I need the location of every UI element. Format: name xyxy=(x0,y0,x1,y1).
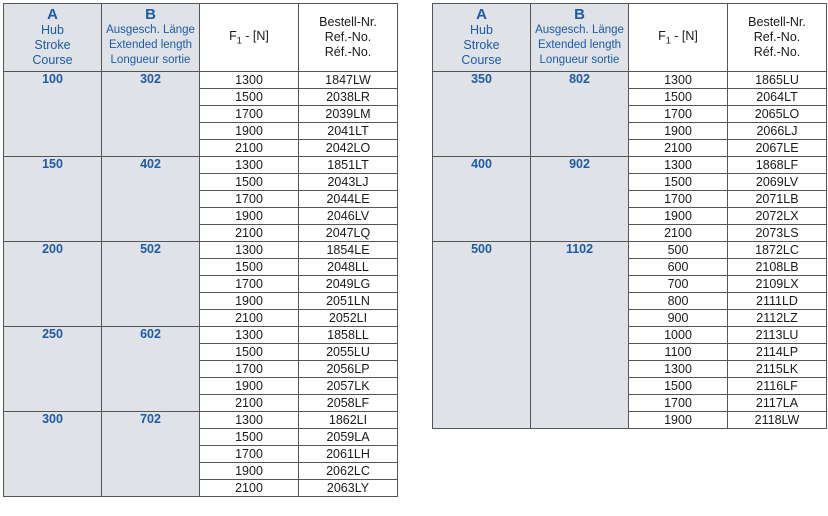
table-row xyxy=(433,72,827,89)
force-value: 1300 xyxy=(200,72,299,89)
stroke-label-en: Stroke xyxy=(34,38,71,52)
force-value: 1700 xyxy=(200,106,299,123)
ref-number: 2046LV xyxy=(299,208,398,225)
extended-label-en: Extended length xyxy=(108,39,193,51)
extended-label-en: Extended length xyxy=(537,39,622,51)
ref-number: 2071LB xyxy=(728,191,827,208)
ref-number: 2112LZ xyxy=(728,310,827,327)
ref-number: 2044LE xyxy=(299,191,398,208)
stroke-letter: A xyxy=(476,6,487,23)
force-value: 2100 xyxy=(629,140,728,157)
ref-number: 2043LJ xyxy=(299,174,398,191)
force-value: 1700 xyxy=(200,361,299,378)
force-value: 1100 xyxy=(629,344,728,361)
ref-number: 1862LI xyxy=(299,412,398,429)
force-value: 1300 xyxy=(629,72,728,89)
force-value: 1900 xyxy=(200,293,299,310)
ref-number: 2048LL xyxy=(299,259,398,276)
force-value: 500 xyxy=(629,242,728,259)
ref-number: 2039LM xyxy=(299,106,398,123)
ref-number: 2066LJ xyxy=(728,123,827,140)
ref-number: 1858LL xyxy=(299,327,398,344)
ref-number: 2065LO xyxy=(728,106,827,123)
extended-length-value: 302 xyxy=(102,72,200,157)
extended-length-header xyxy=(102,4,200,72)
ref-number: 1868LF xyxy=(728,157,827,174)
ref-number: 2041LT xyxy=(299,123,398,140)
ref-label-de: Bestell-Nr. xyxy=(748,15,806,29)
ref-number: 2051LN xyxy=(299,293,398,310)
ref-number: 2116LF xyxy=(728,378,827,395)
force-value: 1300 xyxy=(629,157,728,174)
extended-length-value: 1102 xyxy=(531,242,629,429)
spec-table-left xyxy=(3,3,398,497)
stroke-value: 300 xyxy=(4,412,102,497)
stroke-label-de: Hub xyxy=(470,23,493,37)
ref-number: 2059LA xyxy=(299,429,398,446)
ref-number: 2115LK xyxy=(728,361,827,378)
extended-length-value: 902 xyxy=(531,157,629,242)
force-value: 1900 xyxy=(200,208,299,225)
ref-number: 2114LP xyxy=(728,344,827,361)
extended-label-de: Ausgesch. Länge xyxy=(106,24,195,36)
ref-header xyxy=(728,4,827,72)
table-row xyxy=(433,242,827,259)
ref-header xyxy=(299,4,398,72)
extended-letter: B xyxy=(574,6,585,23)
stroke-value: 400 xyxy=(433,157,531,242)
stroke-label-fr: Course xyxy=(461,53,502,67)
extended-length-value: 402 xyxy=(102,157,200,242)
ref-label-en: Ref.-No. xyxy=(324,30,372,44)
force-value: 1300 xyxy=(200,157,299,174)
stroke-value: 500 xyxy=(433,242,531,429)
table-row xyxy=(4,327,398,344)
ref-number: 2069LV xyxy=(728,174,827,191)
ref-number: 2049LG xyxy=(299,276,398,293)
ref-number: 2055LU xyxy=(299,344,398,361)
stroke-value: 250 xyxy=(4,327,102,412)
force-value: 1500 xyxy=(629,89,728,106)
stroke-value: 200 xyxy=(4,242,102,327)
ref-number: 2117LA xyxy=(728,395,827,412)
table-row xyxy=(4,157,398,174)
ref-label-en: Ref.-No. xyxy=(753,30,801,44)
force-value: 2100 xyxy=(200,310,299,327)
extended-letter: B xyxy=(145,6,156,23)
ref-number: 1851LT xyxy=(299,157,398,174)
force-value: 800 xyxy=(629,293,728,310)
stroke-label-fr: Course xyxy=(32,53,73,67)
force-value: 1900 xyxy=(629,412,728,429)
force-symbol: F xyxy=(229,29,237,44)
force-value: 1900 xyxy=(629,208,728,225)
force-value: 1300 xyxy=(200,242,299,259)
ref-number: 2111LD xyxy=(728,293,827,310)
force-value: 1900 xyxy=(629,123,728,140)
ref-number: 2062LC xyxy=(299,463,398,480)
table-row xyxy=(4,72,398,89)
force-symbol: F xyxy=(658,29,666,44)
ref-number: 2072LX xyxy=(728,208,827,225)
force-value: 1700 xyxy=(629,191,728,208)
ref-number: 2118LW xyxy=(728,412,827,429)
stroke-header xyxy=(433,4,531,72)
force-value: 1000 xyxy=(629,327,728,344)
ref-label-fr: Réf.-No. xyxy=(753,45,801,59)
force-value: 2100 xyxy=(629,225,728,242)
force-value: 2100 xyxy=(200,225,299,242)
force-header xyxy=(200,4,299,72)
stroke-header xyxy=(4,4,102,72)
ref-number: 2038LR xyxy=(299,89,398,106)
ref-label-fr: Réf.-No. xyxy=(324,45,372,59)
ref-number: 2064LT xyxy=(728,89,827,106)
force-value: 1500 xyxy=(200,344,299,361)
force-value: 1700 xyxy=(200,276,299,293)
force-value: 1300 xyxy=(200,327,299,344)
force-subscript: 1 xyxy=(665,35,671,46)
stroke-label-en: Stroke xyxy=(463,38,500,52)
extended-length-header xyxy=(531,4,629,72)
extended-label-fr: Longueur sortie xyxy=(539,54,620,66)
force-value: 1300 xyxy=(200,412,299,429)
force-value: 1500 xyxy=(629,174,728,191)
stroke-letter: A xyxy=(47,6,58,23)
force-unit: - [N] xyxy=(670,29,698,44)
extended-length-value: 702 xyxy=(102,412,200,497)
force-value: 1500 xyxy=(629,378,728,395)
force-value: 1900 xyxy=(200,463,299,480)
force-value: 2100 xyxy=(200,395,299,412)
ref-number: 2063LY xyxy=(299,480,398,497)
ref-number: 2047LQ xyxy=(299,225,398,242)
force-subscript: 1 xyxy=(236,35,242,46)
ref-number: 2042LO xyxy=(299,140,398,157)
extended-length-value: 602 xyxy=(102,327,200,412)
header-row xyxy=(433,4,827,72)
force-value: 1900 xyxy=(200,123,299,140)
force-value: 2100 xyxy=(200,140,299,157)
ref-number: 2057LK xyxy=(299,378,398,395)
table-row xyxy=(4,242,398,259)
extended-label-fr: Longueur sortie xyxy=(110,54,191,66)
ref-number: 1872LC xyxy=(728,242,827,259)
force-value: 1500 xyxy=(200,259,299,276)
header-row xyxy=(4,4,398,72)
stroke-value: 100 xyxy=(4,72,102,157)
force-value: 1700 xyxy=(200,191,299,208)
force-value: 600 xyxy=(629,259,728,276)
table-body-left xyxy=(4,72,398,497)
ref-label-de: Bestell-Nr. xyxy=(319,15,377,29)
force-value: 2100 xyxy=(200,480,299,497)
force-header xyxy=(629,4,728,72)
force-value: 1900 xyxy=(200,378,299,395)
stroke-value: 350 xyxy=(433,72,531,157)
ref-number: 1847LW xyxy=(299,72,398,89)
table-row xyxy=(433,157,827,174)
stroke-label-de: Hub xyxy=(41,23,64,37)
stroke-value: 150 xyxy=(4,157,102,242)
ref-number: 2056LP xyxy=(299,361,398,378)
table-row xyxy=(4,412,398,429)
spec-table-right xyxy=(432,3,827,429)
force-value: 1500 xyxy=(200,89,299,106)
force-value: 1700 xyxy=(200,446,299,463)
extended-length-value: 502 xyxy=(102,242,200,327)
force-value: 1700 xyxy=(629,395,728,412)
force-value: 1300 xyxy=(629,361,728,378)
ref-number: 2108LB xyxy=(728,259,827,276)
force-value: 1500 xyxy=(200,429,299,446)
ref-number: 1854LE xyxy=(299,242,398,259)
ref-number: 2073LS xyxy=(728,225,827,242)
ref-number: 2109LX xyxy=(728,276,827,293)
extended-length-value: 802 xyxy=(531,72,629,157)
force-unit: - [N] xyxy=(241,29,269,44)
force-value: 1700 xyxy=(629,106,728,123)
extended-label-de: Ausgesch. Länge xyxy=(535,24,624,36)
force-value: 900 xyxy=(629,310,728,327)
ref-number: 2052LI xyxy=(299,310,398,327)
ref-number: 2067LE xyxy=(728,140,827,157)
ref-number: 2058LF xyxy=(299,395,398,412)
force-value: 1500 xyxy=(200,174,299,191)
force-value: 700 xyxy=(629,276,728,293)
ref-number: 1865LU xyxy=(728,72,827,89)
table-body-right xyxy=(433,72,827,429)
ref-number: 2113LU xyxy=(728,327,827,344)
ref-number: 2061LH xyxy=(299,446,398,463)
